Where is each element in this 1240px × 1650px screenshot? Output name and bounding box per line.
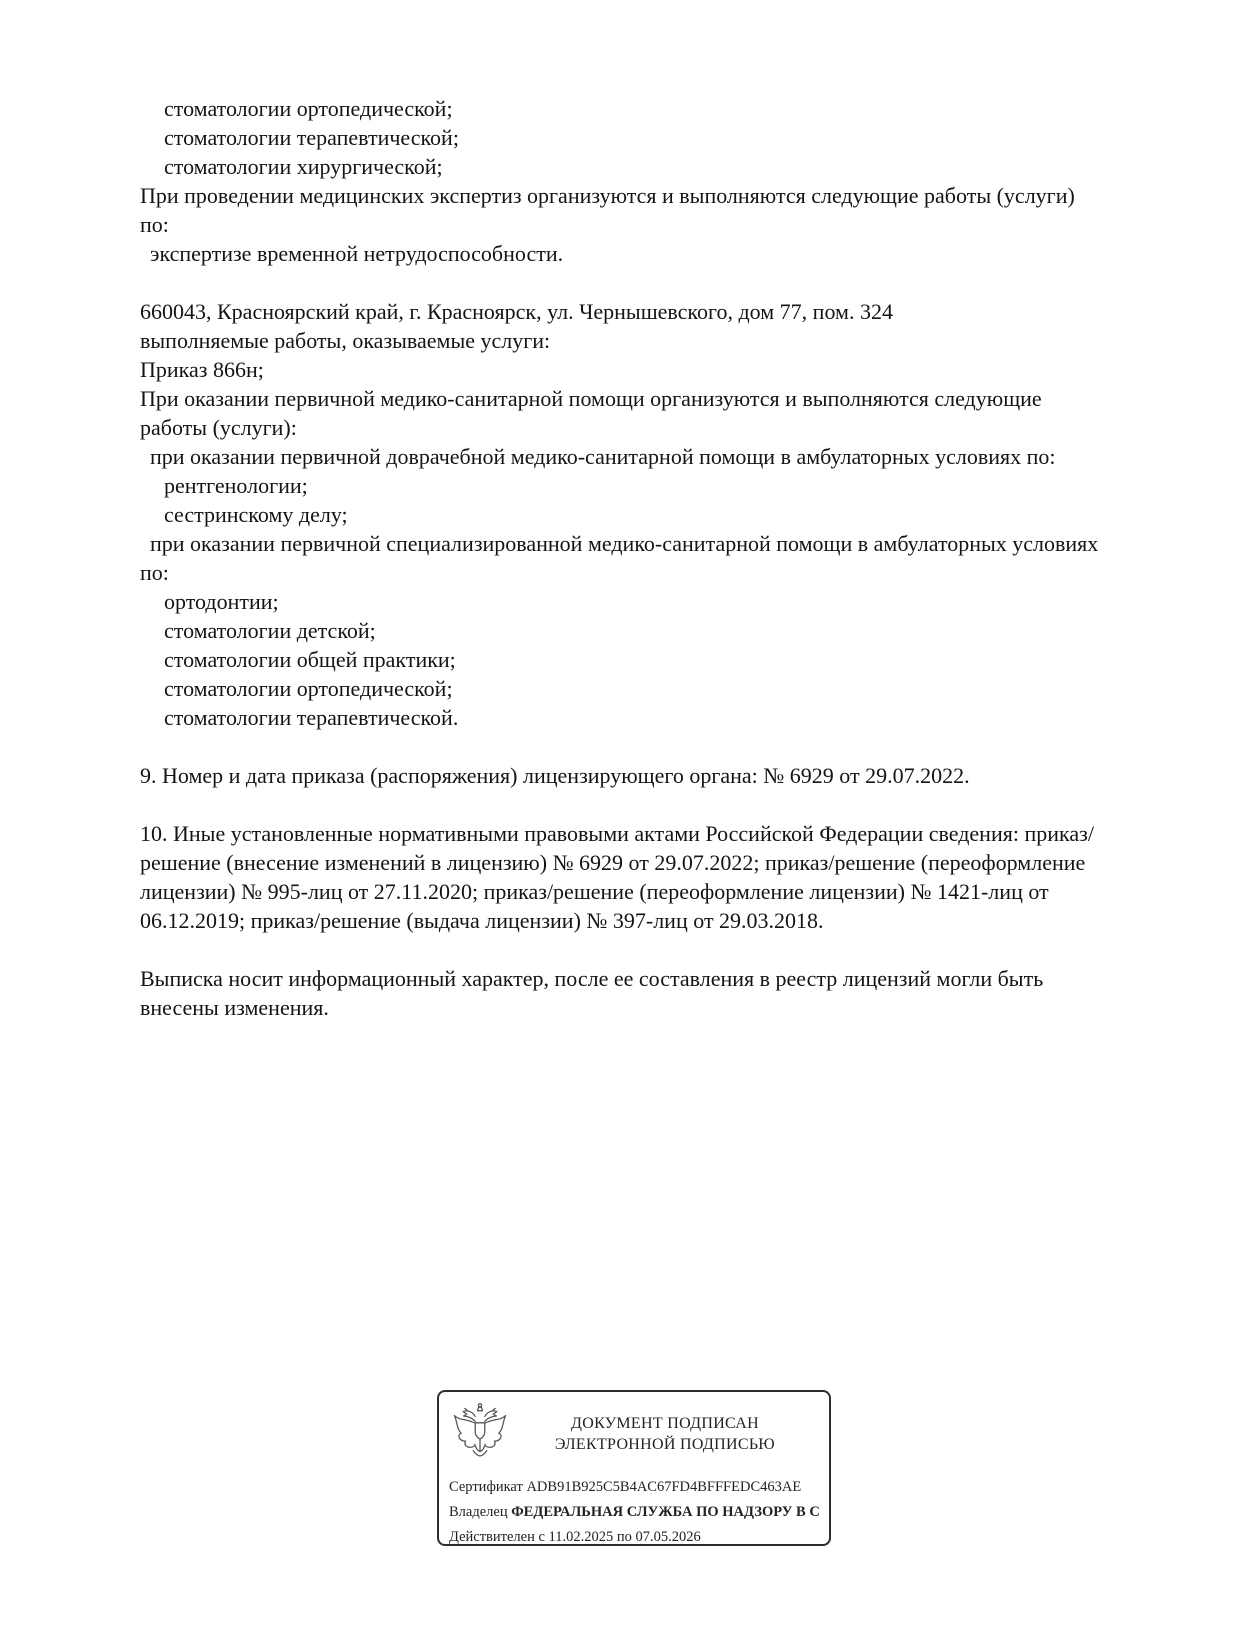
document-line: стоматологии ортопедической; [164,96,453,121]
document-line: 10. Иные установленные нормативными правовыми актами Российской Федерации сведения: приказ/решение (внесение изменений в лицензию) № 6929 от 29.07.2022; приказ/решение (переоформление лицензии) № 995-лиц от 27.11.2020; приказ/решение (переоформление лицензии) № 1421-лиц от 06.12.2019; приказ/решение (выдача лицензии) № 397-лиц от 29.03.2018. [140,821,1094,933]
document-line: При оказании первичной медико-санитарной помощи организуются и выполняются следующие работы (услуги): [140,386,1042,440]
stamp-title [511,1413,819,1455]
blank-line [140,268,1102,297]
document-line: 9. Номер и дата приказа (распоряжения) лицензирующего органа: № 6929 от 29.07.2022. [140,763,970,788]
document-line: При проведении медицинских экспертиз организуются и выполняются следующие работы (услуги) по: [140,183,1075,237]
document-line: стоматологии терапевтической. [164,705,459,730]
document-line: стоматологии хирургической; [164,154,443,179]
stamp-owner-line [449,1500,829,1525]
stamp-validity-line: Действителен с 11.02.2025 по 07.05.2026 [449,1529,701,1545]
owner-value: ФЕДЕРАЛЬНАЯ СЛУЖБА ПО НАДЗОРУ В С [511,1504,820,1520]
coat-of-arms-icon [449,1400,511,1468]
document-line: сестринскому делу; [164,502,348,527]
document-line: Приказ 866н; [140,357,264,382]
stamp-certificate-line [449,1475,819,1500]
blank-line [140,935,1102,964]
document-line: стоматологии ортопедической; [164,676,453,701]
document-line: стоматологии детской; [164,618,376,643]
document-line: ортодонтии; [164,589,279,614]
stamp-header [449,1400,819,1468]
certificate-label: Сертификат [449,1479,523,1495]
stamp-title-line2: ЭЛЕКТРОННОЙ ПОДПИСЬЮ [554,1436,776,1453]
stamp-title-line1: ДОКУМЕНТ ПОДПИСАН [571,1415,759,1432]
document-line: экспертизе временной нетрудоспособности. [150,241,564,266]
document-line: рентгенологии; [164,473,308,498]
document-line: стоматологии общей практики; [164,647,456,672]
document-body [140,94,1102,1022]
document-line: выполняемые работы, оказываемые услуги: [140,328,551,353]
document-line: стоматологии терапевтической; [164,125,459,150]
document-line: Выписка носит информационный характер, после ее составления в реестр лицензий могли быть внесены изменения. [140,966,1044,1020]
document-line: при оказании первичной доврачебной медико-санитарной помощи в амбулаторных условиях по: [150,444,1056,469]
blank-line [140,790,1102,819]
signature-stamp [437,1390,831,1546]
document-line: при оказании первичной специализированной медико-санитарной помощи в амбулаторных условиях по: [140,531,1099,585]
owner-label: Владелец [449,1504,508,1520]
document-line: 660043, Красноярский край, г. Красноярск, ул. Чернышевского, дом 77, пом. 324 [140,299,893,324]
certificate-value: ADB91B925C5B4AC67FD4BFFFEDC463AE [526,1479,802,1495]
blank-line [140,732,1102,761]
stamp-details [449,1475,819,1550]
